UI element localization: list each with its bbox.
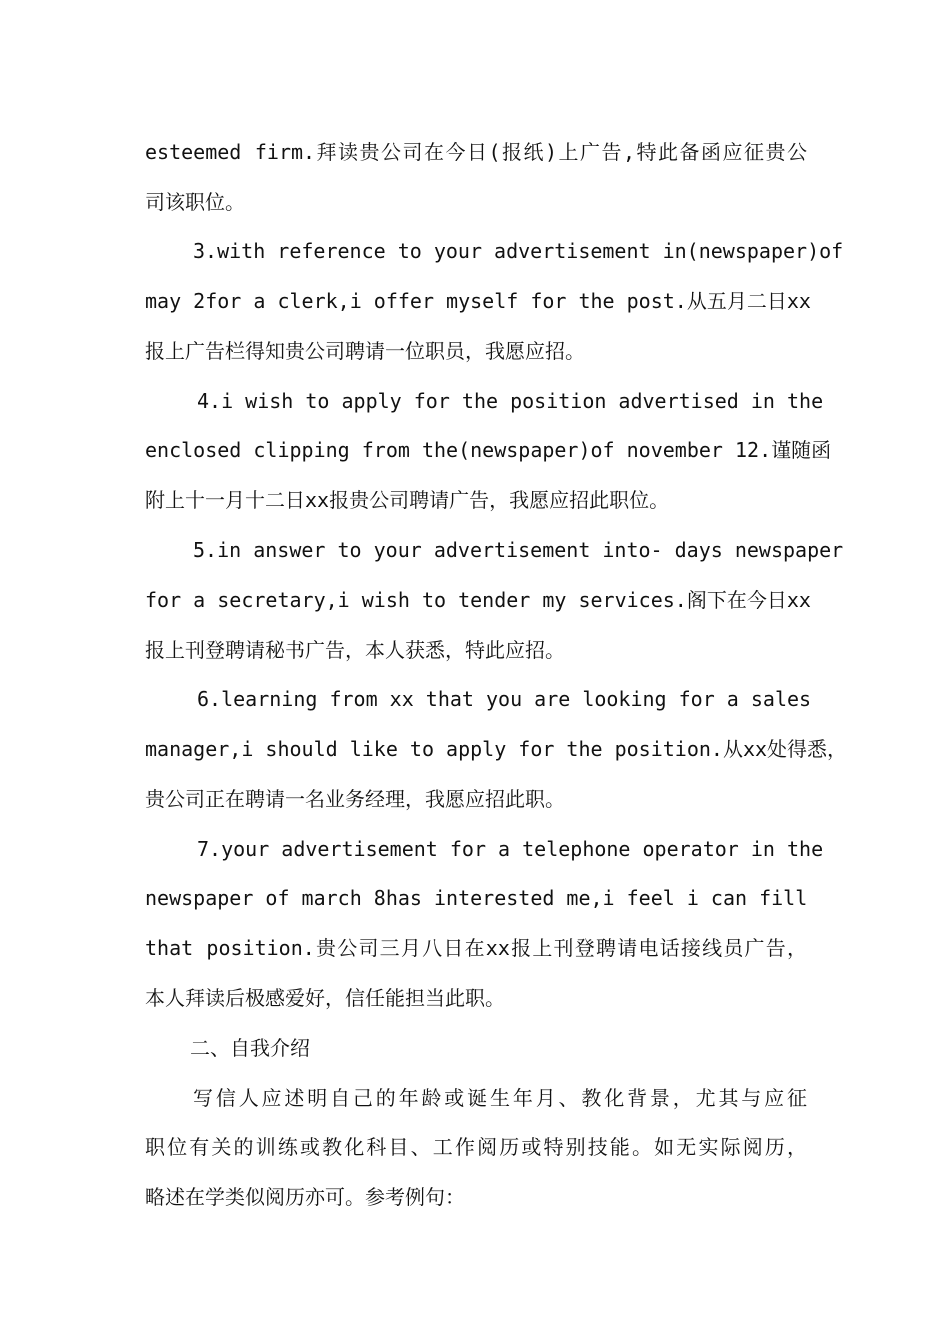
numbered-item-3: 3.with reference to your advertisement in(newspaper)of <box>193 239 844 263</box>
text-line: that position.贵公司三月八日在xx报上刊登聘请电话接线员广告， <box>145 936 807 960</box>
text-line: manager,i should like to apply for the position.从xx处得悉， <box>145 737 848 761</box>
text-line: enclosed clipping from the(newspaper)of november 12.谨随函 <box>145 438 832 462</box>
numbered-item-4: 4.i wish to apply for the position advertised in the <box>197 389 824 413</box>
section-heading: 二、自我介绍 <box>190 1036 310 1060</box>
numbered-item-6: 6.learning from xx that you are looking for a sales <box>197 687 812 711</box>
text-line: 职位有关的训练或教化科目、工作阅历或特别技能。如无实际阅历， <box>145 1135 807 1159</box>
text-line: 司该职位。 <box>145 190 245 214</box>
text-line: esteemed firm.拜读贵公司在今日(报纸)上广告,特此备函应征贵公 <box>145 140 807 164</box>
text-line: 贵公司正在聘请一名业务经理，我愿应招此职。 <box>145 787 565 811</box>
text-line: 报上刊登聘请秘书广告，本人获悉，特此应招。 <box>145 638 565 662</box>
text-line: 本人拜读后极感爱好，信任能担当此职。 <box>145 986 505 1010</box>
numbered-item-5: 5.in answer to your advertisement into- days newspaper <box>193 538 844 562</box>
numbered-item-7: 7.your advertisement for a telephone operator in the <box>197 837 824 861</box>
text-line: 附上十一月十二日xx报贵公司聘请广告，我愿应招此职位。 <box>145 488 670 512</box>
text-line: 略述在学类似阅历亦可。参考例句： <box>145 1185 465 1209</box>
text-line: newspaper of march 8has interested me,i feel i can fill <box>145 886 808 910</box>
text-line: 报上广告栏得知贵公司聘请一位职员，我愿应招。 <box>145 339 585 363</box>
text-line: for a secretary,i wish to tender my services.阁下在今日xx <box>145 588 811 612</box>
paragraph-start: 写信人应述明自己的年龄或诞生年月、教化背景，尤其与应征 <box>193 1086 807 1110</box>
text-line: may 2for a clerk,i offer myself for the post.从五月二日xx <box>145 289 811 313</box>
